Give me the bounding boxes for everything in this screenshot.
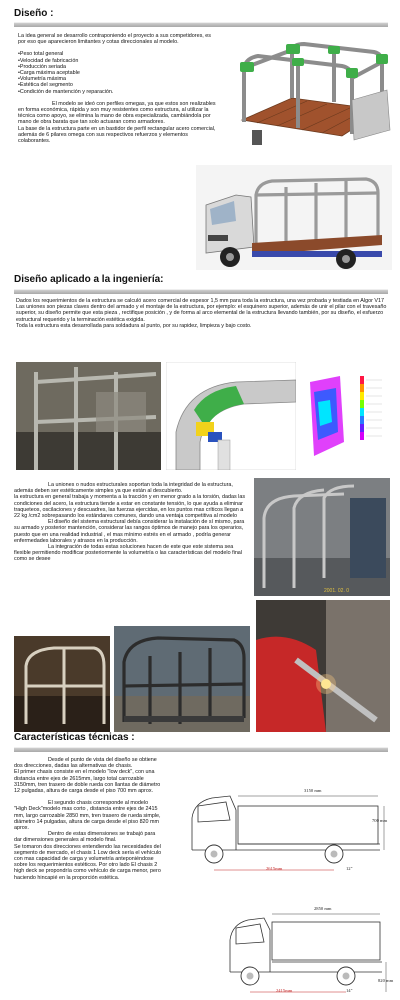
frame-render-image — [222, 40, 392, 150]
dimension-length: 2850 mm — [314, 906, 332, 911]
ingenieria-paragraph: la estructura en general trabaja y momenta a la tracción y en menor grado a la torsión, dadas las condiciones del acero, la estructura tiende a estar en constante tensión, lo que ayuda a eliminar traqueteos, oscilaciones y descuadres, las fuerzas ejercidas, en los puntos mas críticos llegan a 22 kg /cm2 sobrepasando los estándares comunes, dando una ventaja competitiva al modelo — [14, 494, 246, 520]
list-item: •Volumetría máxima — [18, 76, 67, 83]
dimension-wheelbase: 2415mm — [276, 988, 293, 993]
dimension-height: 820 mm — [378, 978, 394, 983]
ingenieria-paragraph: Las uniones son piezas claves dentro del armado y el montaje de la estructura, por ejemplo: el esquinero superior, además de unir el pilar con el travesaño superior, su diseño permite que esta pieza , rectifique posición , y de forma al arco elemental de la estructura llevando también, por su diseño, el esfuerzo estructural requerido y la terminación estética exigida. — [16, 304, 387, 323]
dimension-height: 700 mm — [372, 818, 388, 823]
welding-photo — [256, 600, 390, 732]
truck-high-deck-drawing — [222, 900, 390, 996]
dimension-wheelbase: 2615mm — [266, 866, 283, 871]
list-item: •Peso total general — [18, 51, 64, 58]
diseno-paragraph: El modelo se ideó con perfiles omegas, ya que estos son realizables en forma económica, rápida y son muy resistentes como estructura, al utilizar la técnica como apoyo, se elimina la mano de obra especializada, cambiándola por mano de obra barata que tan solo actuaran como armadores. — [18, 100, 216, 126]
ingenieria-paragraph: Toda la estructura esta desarrollada para soldadura al punto, por su rapidez, limpieza y bajo costo. — [16, 322, 252, 329]
truck-low-deck-drawing — [184, 780, 390, 875]
section-title-diseno: Diseño : — [14, 8, 54, 19]
welded-frame-photo — [14, 636, 110, 732]
list-item: •Condición de mantención y reparación. — [18, 88, 114, 95]
dimension-wheel: 12" — [346, 866, 353, 871]
stress-analysis-render — [300, 362, 388, 470]
section-rule — [14, 747, 388, 752]
caracteristicas-paragraph: Se tomaron dos direcciones entendiendo las necesidades del segmento de mercado, el chasis 1 Low deck sería el vehículo con mas capacidad de carga y volumetría anteponiéndose sobre los requerimientos estéticos. Por otro lado El chasis 2 high deck se propondría como vehículo de carga menor, pero haciendo hincapié en la proporción estética. — [14, 843, 162, 881]
ingenieria-paragraph: La uniones o nudos estructurales soportan toda la integridad de la estructura, además deben ser estéticamente simples ya que están al descubierto. — [14, 482, 233, 495]
photo-date-stamp: 2001. 02. 0 — [324, 588, 350, 594]
caracteristicas-paragraph: El segundo chasis corresponde al modelo "High Deck"modelo mas corto , distancia entre ejes de 2415 mm, largo carrozable 2850 mm, tren trasero de rueda simple, diámetro 14 pulgadas, altura de carga desde el piso 820 mm aprox. — [14, 800, 161, 832]
diseno-paragraph: La base de la estructura parte en un bastidor de perfil rectangular acero comercial, además de 6 pilares omega con sus respectivos refuerzos y elementos colaborantes. — [18, 125, 216, 145]
list-item: •Velocidad de fabricación — [18, 57, 79, 64]
diseno-text-block — [18, 33, 218, 144]
requirement-list — [18, 51, 218, 94]
caracteristicas-paragraph: Desde el punto de vista del diseño se obtiene dos direcciones, dadas las alternativas de chasis. — [14, 757, 157, 770]
section-rule — [14, 22, 388, 27]
truck-structure-photo — [196, 165, 392, 270]
caracteristicas-paragraph: Dentro de estas dimensiones se trabajó para dar dimensiones generales al modelo final. — [14, 831, 156, 844]
caracteristicas-paragraph: El primer chasis consiste en el modelo "low deck", con una distancia entre ejes de 2615mm, largo total carrozable 3150mm, tren trasero de doble rueda con llantas de diámetro 12 pulgadas, altura de carga desde el piso 700 mm aprox. — [14, 769, 161, 795]
assembled-frames-photo — [114, 626, 250, 732]
ingenieria-paragraph: El diseño del sistema estructural debía considerar la instalación de sí mismo, para su armado y posterior mantención, considerar las rangos óptimos de manejo para los operarios, puesto que en una realidad industrial , el mas mínimo estrés en el armado , podría generar enfermedades laborales y atrasos en la producción. — [14, 519, 245, 544]
section-rule — [14, 289, 388, 294]
dimension-wheel: 14" — [346, 988, 353, 993]
section-title-ingenieria: Diseño aplicado a la ingeniería: — [14, 274, 164, 285]
list-item: •Carga máxima aceptable — [18, 70, 80, 77]
dimension-length: 3150 mm — [304, 788, 322, 793]
section-title-caracteristicas: Características técnicas : — [14, 732, 135, 743]
frame-assembly-photo — [16, 362, 161, 470]
factory-frames-photo — [254, 478, 390, 596]
diseno-intro: La idea general se desarrollo contraponiendo el proyecto a sus competidores, es por eso que aparecieron limitantes y cotas direccionales al modelo. — [18, 33, 211, 46]
ingenieria-paragraph: Dados los requerimientos de la estructura se calculó acero comercial de espesor 1,5 mm para toda la estructura, una vez probada y testiada en Algor V17 — [16, 298, 384, 304]
list-item: •Estética del segmento — [18, 82, 73, 89]
ingenieria-paragraph: La integración de todas estas soluciones hacen de este que este sistema sea flexible permitiendo modificar posteriormente la volumetría o las características del modelo final como se desee — [14, 544, 243, 563]
caracteristicas-text-block — [14, 757, 162, 881]
joint-cad-render — [166, 362, 296, 470]
ingenieria-text-block-2 — [14, 482, 248, 563]
ingenieria-text-block — [16, 298, 388, 329]
list-item: •Producción seriada — [18, 63, 67, 70]
